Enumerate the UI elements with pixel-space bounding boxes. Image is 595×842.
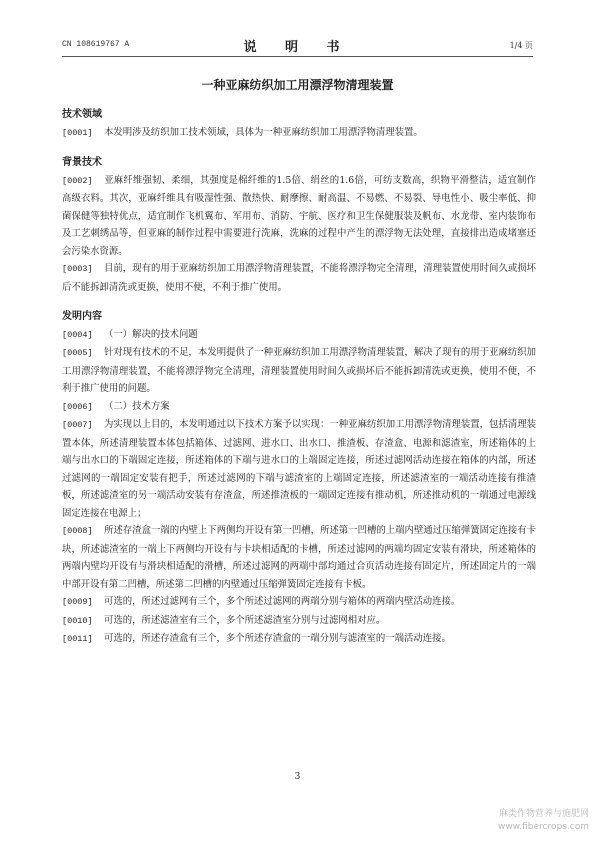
doc-type-label: 说 明 书 — [243, 40, 352, 55]
paragraph — [62, 260, 536, 296]
paragraph-number: [0003] — [62, 264, 93, 274]
paragraph-text: 本发明涉及纺织加工技术领域，具体为一种亚麻纺织加工用漂浮物清理装置。 — [104, 126, 423, 138]
paragraph-text: （二）技术方案 — [104, 400, 170, 412]
paragraph — [62, 172, 536, 261]
paragraph-number: [0011] — [62, 634, 93, 644]
paragraph-number: [0006] — [62, 401, 93, 412]
paragraph — [62, 630, 536, 649]
paragraph-number: [0005] — [62, 348, 93, 358]
paragraph-text: （一）解决的技术问题 — [104, 328, 198, 340]
page-header — [62, 36, 533, 56]
paragraph-text: 可选的，所述存渣盒有三个，多个所述存渣盒的一端分别与滤渣室的一端活动连接。 — [104, 633, 451, 644]
paragraph-number: [0009] — [62, 597, 93, 607]
paragraph-number: [0010] — [62, 615, 93, 626]
paragraph — [62, 522, 536, 593]
paragraph — [62, 344, 536, 398]
paragraph-text: 针对现有技术的不足，本发明提供了一种亚麻纺织加工用漂浮物清理装置，解决了现有的用于亚麻纺织加工用漂浮物清理装置，不能将漂浮物完全清理，清理装置使用时间久或损坏后不能拆卸清洗或更换，使用不便，不利于推广使用的问题。 — [62, 347, 536, 394]
paragraph — [62, 593, 536, 612]
document-body — [62, 106, 536, 649]
paragraph-text: 可选的，所述过滤网有三个，多个所述过滤网的两端分别与箱体的两端内壁活动连接。 — [104, 596, 461, 607]
paragraph-text: 所述存渣盒一端的内壁上下两侧均开设有第一凹槽，所述第一凹槽的上端内壁通过压缩弹簧固定连接有卡块，所述滤渣室的一端上下两侧均开设有与卡块相适配的卡槽，所述过滤网的两端均固定安装有滑块，所述箱体的两端内壁均开设有与滑块相适配的滑槽，所述过滤网的两端中部均通过合页活动连接有固定片，所述固定片的一端中部开设有第二凹槽，所述第二凹槽的内壁通过压缩弹簧固定连接有卡板。 — [62, 525, 536, 590]
watermark-url: www.fibercrops.com — [498, 822, 589, 832]
header-divider — [62, 56, 533, 57]
paragraph-text: 目前，现有的用于亚麻纺织加工用漂浮物清理装置，不能将漂浮物完全清理，清理装置使用时间久或损坏后不能拆卸清洗或更换，使用不便，不利于推广使用。 — [62, 263, 536, 293]
document-title: 一种亚麻纺织加工用漂浮物清理装置 — [201, 78, 394, 92]
paragraph-number: [0007] — [62, 420, 93, 430]
paragraph-text: 亚麻纤维强韧、柔细，其强度是棉纤维的1.5倍、绢丝的1.6倍，可纺支数高，织物平滑整洁，适宜制作高级衣料。其次，亚麻纤维具有吸湿性强、散热快、耐摩擦、耐高温、不易燃、不易裂、导电性小、吸尘率低、抑菌保健等独特优点，适宜制作飞机翼布、军用布、消防、宇航、医疗和卫生保健服装及帆布、水龙带、室内装饰布及工艺刺绣品等，但亚麻的制作过程中需要进行洗麻，洗麻的过程中产生的漂浮物无法处理，直接排出造成堵塞还会污染水资源。 — [62, 174, 536, 257]
paragraph-number: [0004] — [62, 329, 93, 340]
paragraph — [62, 326, 536, 345]
doc-number: CN 108619767 A — [62, 40, 130, 49]
paragraph — [62, 416, 536, 522]
paragraph — [62, 612, 536, 631]
watermark-name: 麻类作物营养与施肥网 — [498, 809, 589, 819]
section-heading: 技术领域 — [62, 109, 102, 120]
paragraph-text: 为实现以上目的，本发明通过以下技术方案予以实现：一种亚麻纺织加工用漂浮物清理装置，包括清理装置本体，所述清理装置本体包括箱体、过滤网、进水口、出水口、推渣板、存渣盒、电源和滤渣室，所述箱体的上端与出水口的下端固定连接，所述箱体的下端与进水口的上端固定连接，所述过滤网活动连接在箱体的内部，所述过滤网的一端固定安装有把手，所述过滤网的下端与滤渣室的上端固定连接，所述滤渣室的一端活动连接有推渣板，所述滤渣室的另一端活动安装有存渣盒，所述推渣板的一端固定连接有推动机，所述推动机的一端通过电源线固定连接在电源上； — [62, 419, 536, 519]
watermark — [498, 808, 589, 834]
page-info: 1/4 页 — [509, 41, 533, 50]
paragraph-number: [0001] — [62, 127, 93, 138]
section-heading: 背景技术 — [62, 157, 102, 168]
paragraph-number: [0008] — [62, 526, 93, 536]
paragraph — [62, 124, 536, 143]
page-number: 3 — [294, 772, 301, 782]
paragraph-text: 可选的，所述滤渣室有三个，多个所述滤渣室分别与过滤网相对应。 — [104, 614, 386, 626]
section-heading: 发明内容 — [62, 311, 102, 322]
paragraph-number: [0002] — [62, 175, 93, 186]
paragraph — [62, 398, 536, 417]
